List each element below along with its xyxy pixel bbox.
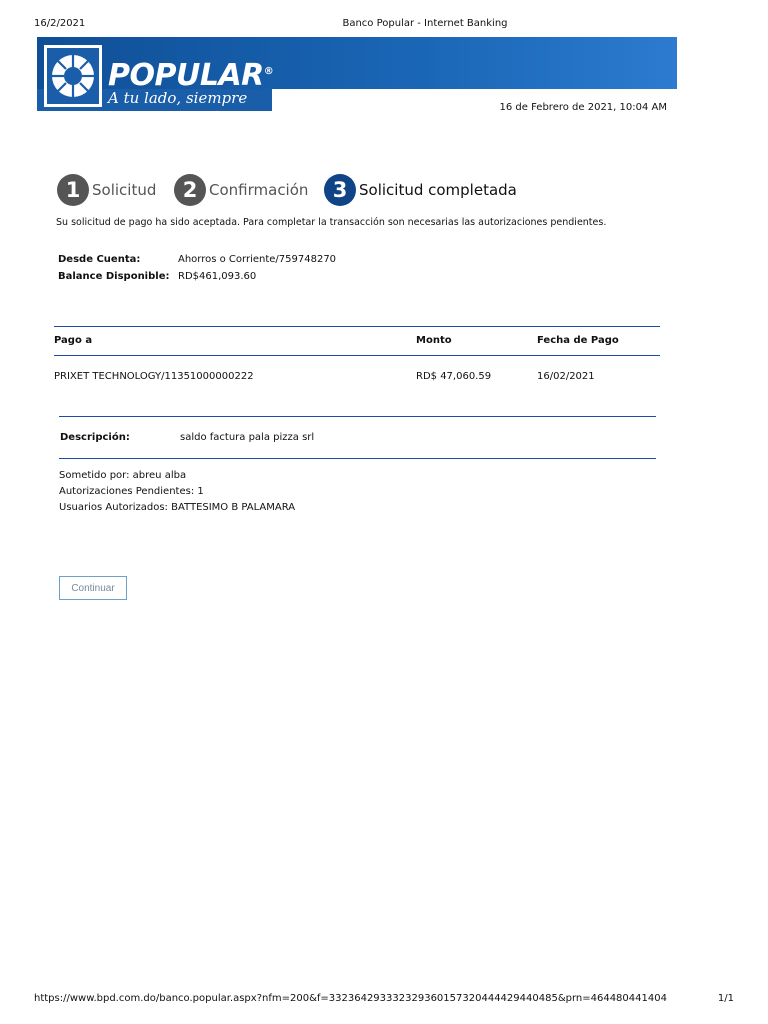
session-datetime: 16 de Febrero de 2021, 10:04 AM bbox=[499, 102, 667, 113]
print-date: 16/2/2021 bbox=[34, 18, 86, 29]
print-footer-url: https://www.bpd.com.do/banco.popular.aspx?nfm=200&f=332364293332329360157320444429440485&prn=464480441404 bbox=[34, 993, 667, 1004]
step-2-label: Confirmación bbox=[209, 181, 309, 199]
brand-slogan: A tu lado, siempre bbox=[108, 89, 248, 107]
table-top-rule bbox=[54, 326, 660, 327]
step-1-label: Solicitud bbox=[92, 181, 157, 199]
step-1-number: 1 bbox=[57, 174, 89, 206]
step-solicitud bbox=[57, 174, 156, 206]
confirmation-message: Su solicitud de pago ha sido aceptada. Para completar la transacción son necesarias las autorizaciones pendientes. bbox=[56, 217, 607, 228]
from-account-value: Ahorros o Corriente/759748270 bbox=[178, 254, 337, 265]
from-account-label: Desde Cuenta: bbox=[58, 254, 141, 265]
col-header-fecha: Fecha de Pago bbox=[537, 335, 619, 346]
popular-sun-logo-icon bbox=[44, 45, 102, 107]
step-3-label: Solicitud completada bbox=[359, 181, 517, 199]
balance-value: RD$461,093.60 bbox=[178, 271, 257, 282]
col-header-monto: Monto bbox=[416, 335, 452, 346]
payee-cell: PRIXET TECHNOLOGY/11351000000222 bbox=[54, 371, 254, 382]
submitted-by: Sometido por: abreu alba bbox=[59, 470, 187, 481]
date-cell: 16/02/2021 bbox=[537, 371, 595, 382]
continue-button[interactable]: Continuar bbox=[59, 576, 127, 600]
authorized-users: Usuarios Autorizados: BATTESIMO B PALAMARA bbox=[59, 502, 296, 513]
print-footer-page: 1/1 bbox=[717, 993, 734, 1004]
col-header-pago-a: Pago a bbox=[54, 335, 93, 346]
description-bottom-rule bbox=[59, 458, 656, 459]
step-confirmacion bbox=[174, 174, 308, 206]
step-3-number: 3 bbox=[324, 174, 356, 206]
step-solicitud-completada bbox=[324, 174, 517, 206]
description-label: Descripción: bbox=[60, 432, 130, 443]
print-title: Banco Popular - Internet Banking bbox=[342, 18, 508, 29]
amount-cell: RD$ 47,060.59 bbox=[416, 371, 492, 382]
balance-label: Balance Disponible: bbox=[58, 271, 170, 282]
table-header-rule bbox=[54, 355, 660, 356]
description-top-rule bbox=[59, 416, 656, 417]
brand-name: POPULAR® bbox=[108, 58, 274, 93]
description-value: saldo factura pala pizza srl bbox=[180, 432, 315, 443]
pending-authorizations: Autorizaciones Pendientes: 1 bbox=[59, 486, 204, 497]
step-2-number: 2 bbox=[174, 174, 206, 206]
